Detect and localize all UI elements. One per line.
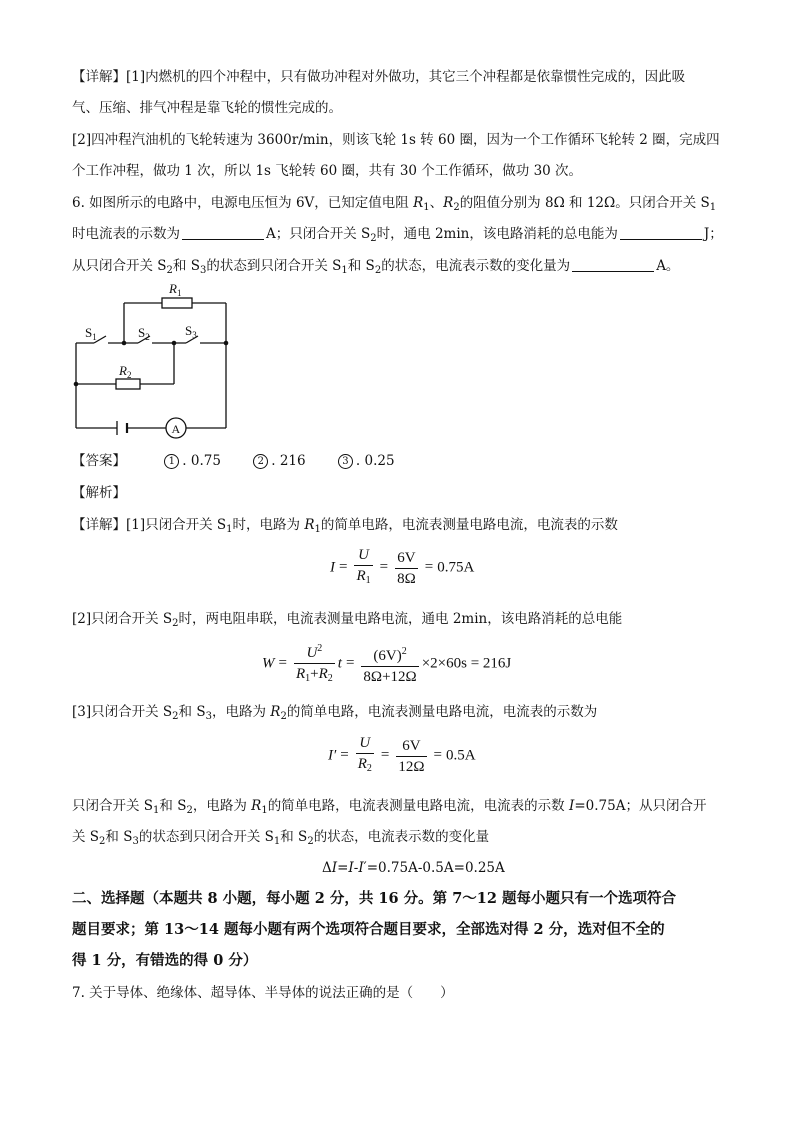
question-6-line1: 6. 如图所示的电路中，电源电压恒为 6V，已知定值电阻 $R_1$、$R_2$的阻值分别为 8Ω 和 12Ω。只闭合开关 $S_1$ (72, 195, 717, 213)
para2-line1: [2]四冲程汽油机的飞轮转速为 3600r/min，则该飞轮 1s 转 60 圈，因为一个工作循环飞轮转 2 圈，完成四 (72, 132, 720, 148)
section-2-line2: 题目要求；第 13～14 题每小题有两个选项符合题目要求，全部选对得 2 分，选对但不全的 (72, 921, 665, 938)
delta-equation: ΔI=I-I′=0.75A-0.5A=0.25A (322, 860, 505, 876)
answer-line: 【答案】 1 . 0.75 2 . 216 3 . 0.25 (72, 453, 395, 469)
section-2-line1: 二、选择题（本题共 8 小题，每小题 2 分，共 16 分。第 7～12 题每小题只有一个选项符合 (72, 890, 677, 907)
svg-text:S2: $S_2$ (138, 325, 150, 342)
detail-tag: 【详解】 (72, 69, 126, 85)
equation-1: I = $\frac{U}{R_1}$ = $\frac{6V}{8\Omega}$ = 0.75A (330, 547, 475, 587)
resistor-r1 (162, 298, 192, 308)
answer-blank-2[interactable] (620, 225, 702, 240)
answer-tag: 【答案】 (72, 453, 126, 469)
s1-label: S (85, 325, 93, 340)
section-2-line3: 得 1 分，有错选的得 0 分） (72, 952, 258, 969)
answer-blank-3[interactable] (572, 257, 654, 272)
detail-paragraph-1 (72, 68, 685, 86)
para2-line2: 个工作冲程，做功 1 次，所以 1s 飞轮转 60 圈，共有 30 个工作循环，做功 30 次。 (72, 163, 583, 179)
question-6-line2: 时电流表的示数为 A；只闭合开关 $S_2$时，通电 2min，该电路消耗的总电能为 J； (72, 226, 723, 244)
svg-text:R2: $R_2$ (119, 363, 132, 380)
r1-label: R (169, 281, 177, 296)
para1-line2: 气、压缩、排气冲程是靠飞轮的惯性完成的。 (72, 100, 342, 116)
s2-label: S (138, 325, 146, 340)
detail-4-line2: 关 $S_2$和 $S_3$的状态到只闭合开关 $S_1$和 $S_2$的状态，电流表示数的变化量 (72, 829, 490, 847)
analysis-tag: 【解析】 (72, 485, 126, 501)
svg-text:S1: $S_1$ (85, 325, 97, 342)
question-6-line3: 从只闭合开关 $S_2$和 $S_3$的状态到只闭合开关 $S_1$和 $S_2$的状态，电流表示数的变化量为 A。 (72, 258, 680, 276)
detail-2: [2]只闭合开关 $S_2$时，两电阻串联，电流表测量电路电流，通电 2min，该电路消耗的总电能 (72, 611, 623, 629)
s3-label: S (185, 323, 193, 338)
question-7: 7. 关于导体、绝缘体、超导体、半导体的说法正确的是（ ） (72, 985, 454, 1001)
equation-2: W = $\frac{U^2}{R_1+R_2}$ t = $\frac{(6V)^2}{8\Omega+12\Omega}$ ×2×60s = 216J (262, 640, 511, 688)
equation-3: I′ = $\frac{U}{R_2}$ = $\frac{6V}{12\Omega}$ = 0.5A (328, 735, 476, 775)
circuit-diagram (60, 275, 250, 445)
detail-3: [3]只闭合开关 $S_2$和 $S_3$，电路为 $R_2$的简单电路，电流表测量电路电流，电流表的示数为 (72, 704, 598, 722)
r2-label: R (119, 363, 127, 378)
para1-line1: [1]内燃机的四个冲程中，只有做功冲程对外做功，其它三个冲程都是依靠惯性完成的，因此吸 (126, 69, 686, 85)
answer-blank-1[interactable] (182, 225, 264, 240)
detail-4-line1: 只闭合开关 $S_1$和 $S_2$，电路为 $R_1$的简单电路，电流表测量电路电流，电流表的示数 I=0.75A；从只闭合开 (72, 798, 707, 816)
resistor-r2 (116, 379, 140, 389)
svg-text:S3: $S_3$ (185, 323, 197, 340)
svg-text:R1: $R_1$ (169, 281, 182, 298)
ammeter-label: A (171, 422, 181, 436)
detail-1: 【详解】[1]只闭合开关 $S_1$时，电路为 $R_1$的简单电路，电流表测量电路电流，电流表的示数 (72, 517, 618, 535)
